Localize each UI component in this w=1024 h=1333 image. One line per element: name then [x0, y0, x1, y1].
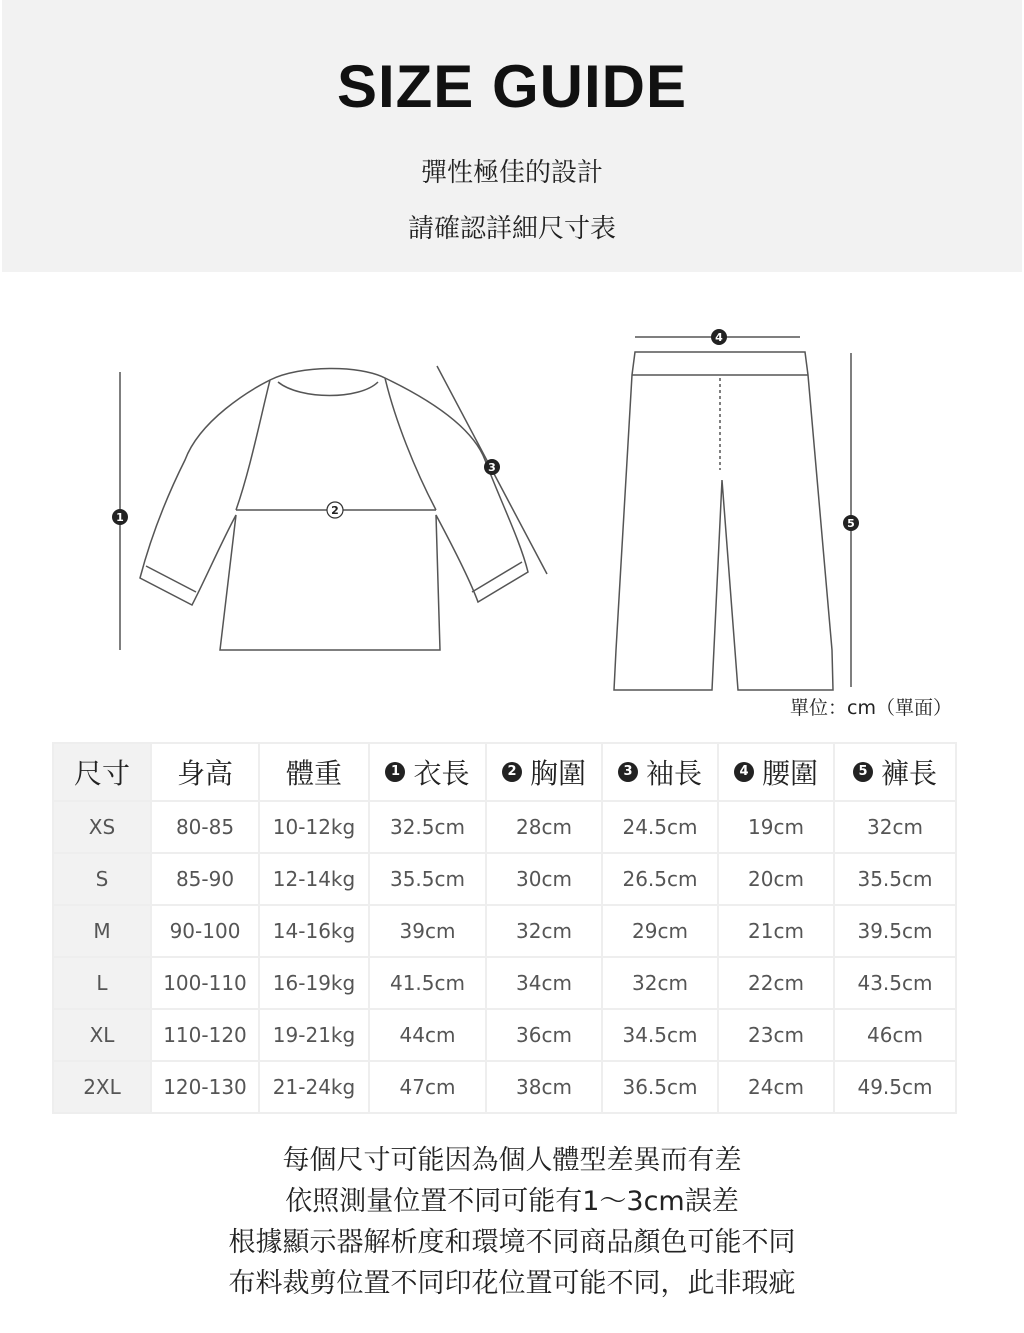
marker-4-icon: 4	[734, 762, 754, 782]
cell-chest: 32cm	[486, 905, 602, 957]
garment-diagram	[0, 300, 1024, 700]
marker-1-icon: 1	[385, 762, 405, 782]
cell-chest: 38cm	[486, 1061, 602, 1113]
cell-size: XS	[53, 801, 151, 853]
cell-chest: 34cm	[486, 957, 602, 1009]
cell-waist: 23cm	[718, 1009, 834, 1061]
cell-pants-length: 49.5cm	[834, 1061, 956, 1113]
cell-size: S	[53, 853, 151, 905]
cell-waist: 20cm	[718, 853, 834, 905]
cell-weight: 19-21kg	[259, 1009, 369, 1061]
cell-weight: 21-24kg	[259, 1061, 369, 1113]
note-color-difference: 根據顯示器解析度和環境不同商品顏色可能不同	[228, 1227, 796, 1258]
cell-sleeve: 29cm	[602, 905, 718, 957]
size-table	[52, 742, 957, 1114]
marker-3-icon: 3	[618, 762, 638, 782]
cell-sleeve: 26.5cm	[602, 853, 718, 905]
table-row	[53, 1061, 956, 1113]
cell-chest: 28cm	[486, 801, 602, 853]
cell-sleeve: 24.5cm	[602, 801, 718, 853]
marker-4-icon	[711, 329, 727, 345]
subtitle-elastic: 彈性極佳的設計	[420, 158, 603, 188]
cell-top-length: 35.5cm	[369, 853, 486, 905]
note-print-position: 布料裁剪位置不同印花位置可能不同，此非瑕疵	[228, 1268, 796, 1299]
cell-pants-length: 39.5cm	[834, 905, 956, 957]
marker-2-icon: 2	[502, 762, 522, 782]
cell-waist: 19cm	[718, 801, 834, 853]
header-size: 尺寸	[53, 743, 151, 801]
subtitle-check-size: 請確認詳細尺寸表	[407, 214, 616, 244]
header-pants-length: 5 褲長	[834, 743, 956, 801]
table-row	[53, 853, 956, 905]
cell-weight: 14-16kg	[259, 905, 369, 957]
cell-weight: 10-12kg	[259, 801, 369, 853]
unit-note: 單位：cm（單面）	[790, 697, 952, 719]
header-top-length: 1 衣長	[369, 743, 486, 801]
marker-5-icon: 5	[853, 762, 873, 782]
cell-sleeve: 32cm	[602, 957, 718, 1009]
cell-size: XL	[53, 1009, 151, 1061]
cell-top-length: 41.5cm	[369, 957, 486, 1009]
cell-size: M	[53, 905, 151, 957]
cell-pants-length: 43.5cm	[834, 957, 956, 1009]
cell-height: 80-85	[151, 801, 259, 853]
svg-text:2: 2	[331, 504, 339, 517]
header-sleeve: 3 袖長	[602, 743, 718, 801]
cell-chest: 36cm	[486, 1009, 602, 1061]
svg-text:1: 1	[116, 511, 124, 524]
cell-height: 100-110	[151, 957, 259, 1009]
svg-text:4: 4	[715, 331, 723, 344]
cell-pants-length: 35.5cm	[834, 853, 956, 905]
pants-illustration	[614, 352, 833, 690]
cell-top-length: 44cm	[369, 1009, 486, 1061]
marker-3-icon	[484, 459, 500, 475]
table-row	[53, 957, 956, 1009]
cell-pants-length: 32cm	[834, 801, 956, 853]
cell-height: 110-120	[151, 1009, 259, 1061]
cell-weight: 16-19kg	[259, 957, 369, 1009]
disclaimer-notes	[0, 1140, 1024, 1304]
cell-height: 120-130	[151, 1061, 259, 1113]
cell-top-length: 39cm	[369, 905, 486, 957]
cell-top-length: 47cm	[369, 1061, 486, 1113]
cell-chest: 30cm	[486, 853, 602, 905]
header-waist: 4 腰圍	[718, 743, 834, 801]
cell-weight: 12-14kg	[259, 853, 369, 905]
cell-pants-length: 46cm	[834, 1009, 956, 1061]
cell-sleeve: 36.5cm	[602, 1061, 718, 1113]
cell-waist: 21cm	[718, 905, 834, 957]
svg-text:5: 5	[847, 517, 855, 530]
svg-text:3: 3	[488, 461, 496, 474]
cell-size: 2XL	[53, 1061, 151, 1113]
table-row	[53, 1009, 956, 1061]
cell-top-length: 32.5cm	[369, 801, 486, 853]
cell-height: 85-90	[151, 853, 259, 905]
cell-sleeve: 34.5cm	[602, 1009, 718, 1061]
table-row	[53, 801, 956, 853]
header-banner	[2, 0, 1022, 272]
page-title: SIZE GUIDE	[336, 53, 688, 120]
marker-1-icon	[112, 509, 128, 525]
header-height: 身高	[151, 743, 259, 801]
note-measure-error: 依照測量位置不同可能有1～3cm誤差	[285, 1186, 739, 1217]
cell-waist: 22cm	[718, 957, 834, 1009]
header-weight: 體重	[259, 743, 369, 801]
table-header-row	[53, 743, 956, 801]
marker-2-icon	[327, 502, 343, 518]
cell-waist: 24cm	[718, 1061, 834, 1113]
table-row	[53, 905, 956, 957]
cell-height: 90-100	[151, 905, 259, 957]
marker-5-icon	[843, 515, 859, 531]
header-chest: 2 胸圍	[486, 743, 602, 801]
note-body-difference: 每個尺寸可能因為個人體型差異而有差	[282, 1145, 742, 1176]
cell-size: L	[53, 957, 151, 1009]
